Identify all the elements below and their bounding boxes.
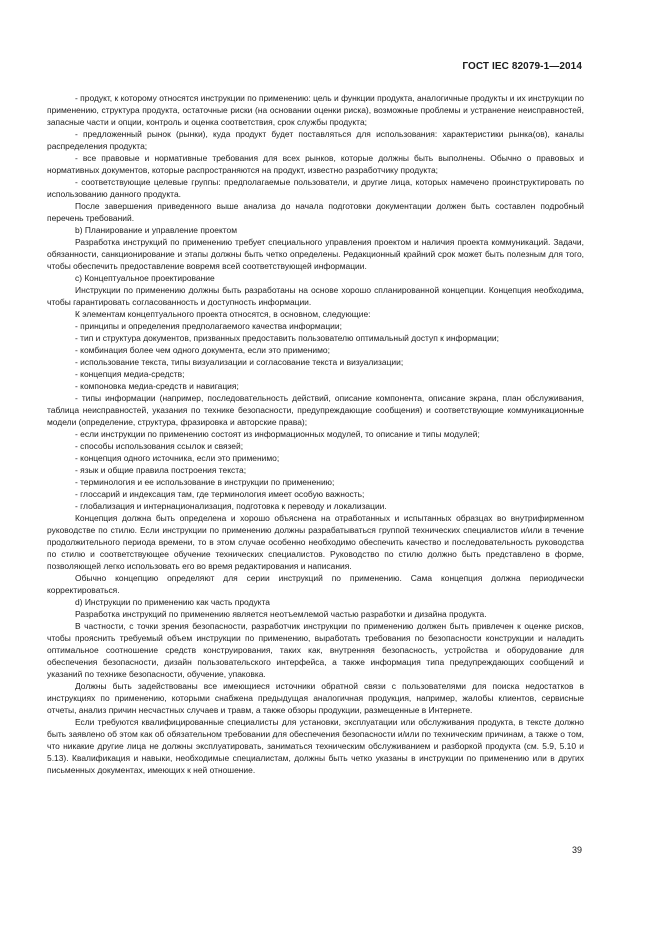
list-item: - тип и структура документов, призванных предоставить пользователю оптимальный доступ к информации; — [75, 333, 499, 343]
list-item: - принципы и определения предполагаемого качества информации; — [75, 321, 342, 331]
list-item: - концепция одного источника, если это применимо; — [75, 453, 280, 463]
paragraph: Должны быть задействованы все имеющиеся источники обратной связи с пользователями для поиска недостатков в инструкциях по применению, которыми снабжена предыдущая аналогичная продукция, например, жалобы клиентов, сервисные отчеты, анализ причин несчастных случаев и травм, а также обзоры продукции, размещенные в Интернете. — [47, 681, 584, 715]
list-item: - терминология и ее использование в инструкции по применению; — [75, 477, 335, 487]
document-standard-header: ГОСТ IEC 82079-1—2014 — [462, 61, 582, 72]
list-item: - глобализация и интернационализация, подготовка к переводу и локализации. — [75, 501, 387, 511]
paragraph: Обычно концепцию определяют для серии инструкций по применению. Сама концепция должна периодически корректироваться. — [47, 573, 584, 595]
paragraph: Разработка инструкций по применению является неотъемлемой частью разработки и дизайна продукта. — [75, 609, 487, 619]
page-number: 39 — [571, 845, 582, 855]
section-heading: d) Инструкции по применению как часть продукта — [75, 597, 270, 607]
document-body — [47, 92, 584, 776]
list-item: - способы использования ссылок и связей; — [75, 441, 244, 451]
paragraph: Инструкции по применению должны быть разработаны на основе хорошо спланированной концепции. Концепция необходима, чтобы гарантировать согласованность и доступность информации. — [47, 285, 584, 307]
paragraph: В частности, с точки зрения безопасности, разработчик инструкции по применению должен быть привлечен к оценке рисков, чтобы прояснить требуемый объем инструкции по применению, выработать требования по безопасности конструкции и наладить оптимальное соотношение средств конструирования, таких как, внутренняя безопасность, устройства и оборудование для обеспечения безопасности, дизайн пользовательского интерфейса, а также информация типа предупреждающих сообщений и указаний по технике безопасности, обучение, упаковка. — [47, 621, 584, 679]
paragraph: - соответствующие целевые группы: предполагаемые пользователи, и другие лица, которых намечено проинструктировать по использованию данного продукта. — [47, 177, 584, 199]
list-item: - использование текста, типы визуализации и согласование текста и визуализации; — [75, 357, 404, 367]
paragraph: Если требуются квалифицированные специалисты для установки, эксплуатации или обслуживания продукта, в тексте должно быть заявлено об этом как об обязательном требовании для обеспечения безопасности и/или по техническим причинам, а также о том, что никакие другие лица не должны эксплуатировать, заниматься техническим обслуживанием и разборкой продукта (см. 5.9, 5.10 и 5.13). Квалификация и навыки, необходимые специалистам, должны быть четко указаны в инструкции по применению или в других письменных документах, имеющих к ней отношение. — [47, 717, 584, 775]
list-item: - если инструкции по применению состоят из информационных модулей, то описание и типы модулей; — [75, 429, 480, 439]
list-item: - компоновка медиа-средств и навигация; — [75, 381, 239, 391]
paragraph: После завершения приведенного выше анализа до начала подготовки документации должен быть составлен подробный перечень требований. — [47, 201, 584, 223]
list-item: - концепция медиа-средств; — [75, 369, 185, 379]
paragraph: Разработка инструкций по применению требует специального управления проектом и наличия проекта коммуникаций. Задачи, обязанности, санкционирование и этапы должны быть четко определены. Редакционный крайний срок может быть полезным для того, чтобы обеспечить предоставление вовремя всей соответствующей информации. — [47, 237, 584, 271]
list-item: - глоссарий и индексация там, где терминология имеет особую важность; — [75, 489, 365, 499]
list-item: - язык и общие правила построения текста; — [75, 465, 247, 475]
paragraph: К элементам концептуального проекта относятся, в основном, следующие: — [75, 309, 371, 319]
paragraph: - продукт, к которому относятся инструкции по применению: цель и функции продукта, аналогичные продукты и их инструкции по применению, структура продукта, остаточные риски (на основании оценки риска), возможные проблемы и устранение неисправностей, запасные части и опции, контроль и оценка соответствия, срок службы продукта; — [47, 93, 584, 127]
list-item: - комбинация более чем одного документа, если это применимо; — [75, 345, 330, 355]
section-heading: b) Планирование и управление проектом — [75, 225, 238, 235]
section-heading: c) Концептуальное проектирование — [75, 273, 215, 283]
paragraph: Концепция должна быть определена и хорошо объяснена на отработанных и испытанных образцах во внутрифирменном руководстве по стилю. Если инструкции по применению должны разрабатываться группой технических специалистов и/или в течение продолжительного периода времени, то в этом случае особенно необходимо обеспечить качество и последовательность руководства по стилю и соответствующее обучение технических специалистов. Руководство по стилю должно быть представлено в форме, позволяющей легко использовать его во время редактирования и написания. — [47, 513, 584, 571]
paragraph: - все правовые и нормативные требования для всех рынков, которые должны быть выполнены. Обычно о правовых и нормативных документов, которые распространяются на продукт, известно разработчику продукта; — [47, 153, 584, 175]
paragraph: - предложенный рынок (рынки), куда продукт будет поставляться для использования: характеристики рынка(ов), каналы распределения продукта; — [47, 129, 584, 151]
list-item: - типы информации (например, последовательность действий, описание компонента, описание экрана, план обслуживания, таблица неисправностей, указания по технике безопасности, предупреждающие сообщения) и соответствующие коммуникационные модели (определение, структура, фразировка и авторские права); — [47, 393, 584, 427]
